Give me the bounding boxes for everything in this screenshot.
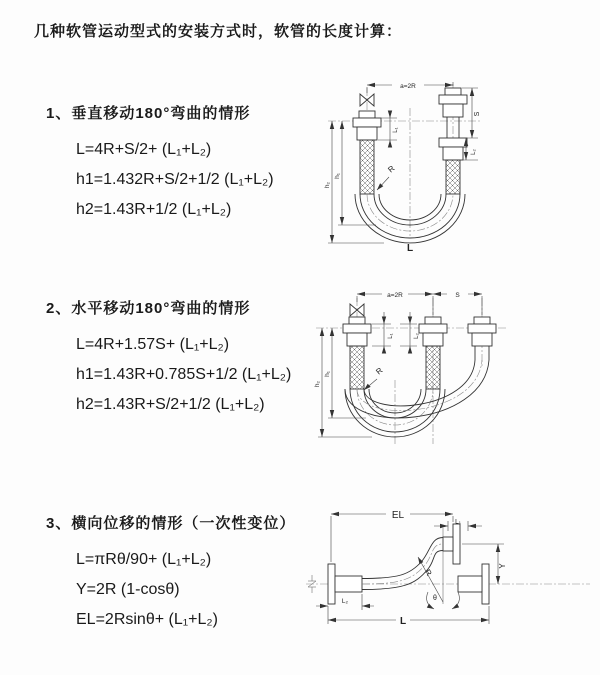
formula-L-1: L=4R+S/2+ (L₁+L₂) — [76, 141, 212, 158]
dimension-el — [331, 510, 453, 562]
upper-right-flange — [443, 524, 460, 564]
section-1 — [46, 102, 274, 225]
radius-label: R — [386, 163, 397, 175]
dim-label-a2r: a=2R — [387, 292, 403, 299]
dim-label-h2: h₂ — [314, 380, 321, 388]
theta-label: θ — [433, 595, 437, 602]
dimension-l2 — [316, 594, 374, 610]
diagram-1-vertical-bend — [320, 78, 500, 256]
dimension-l1 — [372, 312, 394, 354]
section-3 — [46, 512, 295, 635]
dimension-l1 — [378, 111, 399, 148]
dim-label-h1: h₁ — [324, 371, 331, 377]
dim-label-l2: L₂ — [471, 149, 477, 155]
radius-callout — [418, 557, 443, 602]
original-right-flange — [458, 564, 489, 604]
radius-label: R — [422, 567, 434, 578]
dimension-a2r — [367, 82, 453, 93]
braided-hose-middle — [426, 346, 440, 389]
dim-label-l1: L₁ — [393, 127, 399, 133]
dim-label-l: L — [399, 616, 407, 627]
left-pipe-fitting — [343, 317, 371, 346]
formula-Y-3: Y=2R (1-cosθ) — [76, 581, 180, 598]
formula-h2-2: h2=1.43R+S/2+1/2 (L₁+L₂) — [76, 396, 265, 413]
braided-hose-left — [350, 346, 364, 389]
radius-label: R — [374, 365, 385, 377]
right-pipe-fitting — [468, 317, 496, 360]
braided-hose-right — [446, 160, 460, 194]
radius-callout — [364, 366, 385, 390]
diagram-2-horizontal-bend — [312, 282, 522, 450]
left-pipe-fitting — [353, 111, 381, 140]
dim-label-a2r: a=2R — [400, 83, 416, 90]
dim-label-l2: L₂ — [414, 333, 420, 339]
braided-hose-left — [360, 140, 374, 194]
dim-label-l2: L₂ — [341, 598, 349, 605]
page-title: 几种软管运动型式的安装方式时，软管的长度计算： — [34, 23, 403, 40]
middle-pipe-fitting — [419, 317, 447, 346]
diagram-3-lateral-displacement — [298, 502, 598, 642]
dim-label-y: Y — [498, 563, 507, 569]
dim-label-l1: L₁ — [455, 518, 461, 526]
formula-L-3: L=πRθ/90+ (L₁+L₂) — [76, 551, 212, 568]
formula-h1-2: h1=1.43R+0.785S+1/2 (L₁+L₂) — [76, 366, 292, 383]
dimension-a2r — [357, 292, 482, 315]
dim-label-h2: h₂ — [324, 181, 331, 189]
section-2-heading: 2、水平移动180°弯曲的情形 — [46, 300, 251, 317]
section-3-heading: 3、横向位移的情形（一次性变位） — [46, 515, 296, 532]
dim-label-s: S — [455, 292, 460, 299]
dim-label-el: EL — [391, 510, 405, 521]
formula-L-2: L=4R+1.57S+ (L₁+L₂) — [76, 336, 230, 353]
dimension-l2 — [400, 312, 420, 354]
hose-s-curve — [362, 538, 443, 590]
formula-EL-3: EL=2Rsinθ+ (L₁+L₂) — [76, 611, 218, 628]
radius-callout — [377, 164, 397, 190]
section-2 — [46, 297, 291, 420]
section-1-heading: 1、垂直移动180°弯曲的情形 — [46, 105, 251, 122]
dim-label-s: S — [474, 111, 481, 117]
formula-h2-1: h2=1.43R+1/2 (L₁+L₂) — [76, 201, 232, 218]
formula-h1-1: h1=1.432R+S/2+1/2 (L₁+L₂) — [76, 171, 274, 188]
dim-label-h1: h₁ — [334, 173, 341, 179]
length-label: L — [406, 243, 414, 254]
dimension-l — [328, 606, 489, 627]
dim-label-l1: L₁ — [388, 333, 394, 339]
